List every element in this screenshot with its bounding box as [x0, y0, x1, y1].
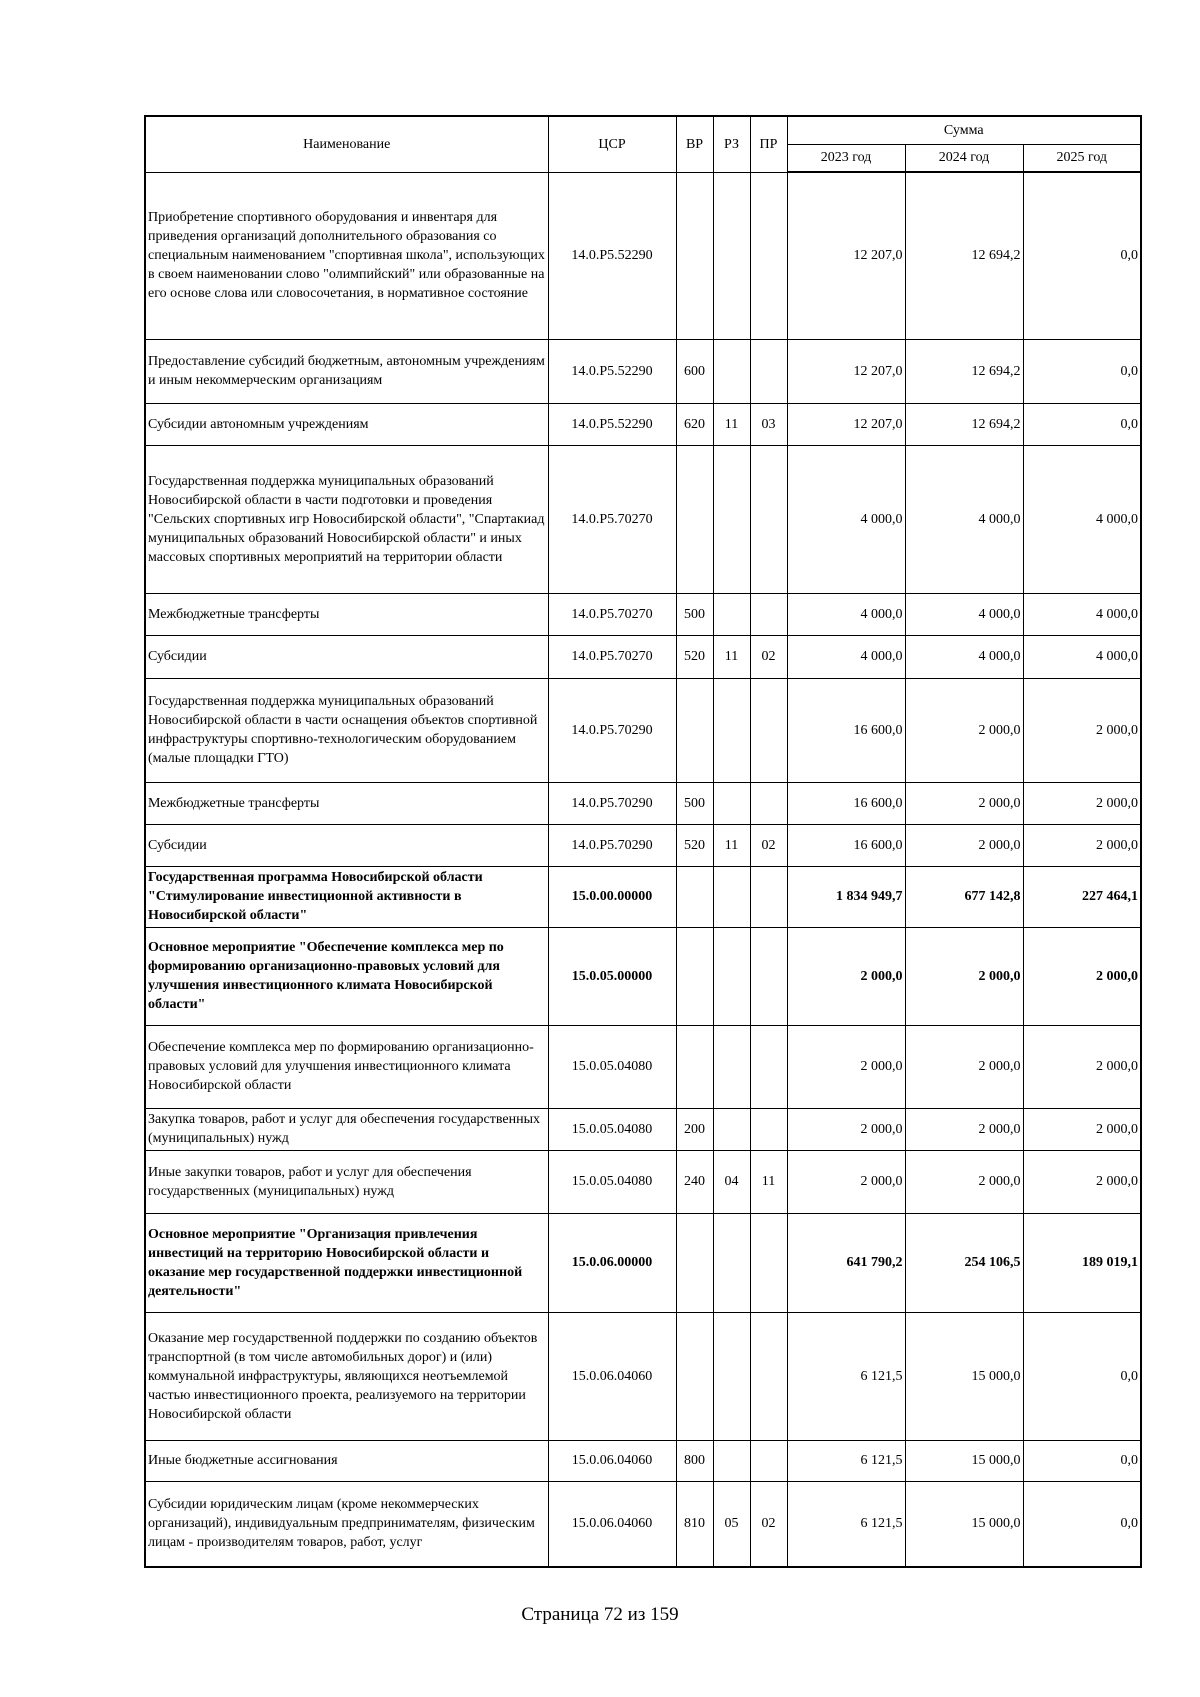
cell-sum-2025: 0,0	[1023, 339, 1141, 403]
cell-sum-2024: 2 000,0	[905, 1150, 1023, 1213]
cell-pr	[750, 1025, 787, 1108]
table-row	[145, 866, 1141, 927]
cell-pr	[750, 172, 787, 339]
cell-name: Приобретение спортивного оборудования и инвентаря для приведения организаций дополнительного образования со специальным наименованием "спортивная школа", использующих в своем наименовании слово "олимпийский" или образованные на его основе слова или словосочетания, в нормативное состояние	[145, 172, 548, 339]
table-row	[145, 1312, 1141, 1440]
cell-csr: 15.0.05.04080	[548, 1025, 676, 1108]
cell-rz	[713, 866, 750, 927]
cell-rz: 11	[713, 403, 750, 445]
cell-sum-2023: 2 000,0	[787, 1150, 905, 1213]
header-pr: ПР	[750, 116, 787, 172]
cell-sum-2023: 4 000,0	[787, 635, 905, 678]
cell-rz	[713, 339, 750, 403]
cell-name: Предоставление субсидий бюджетным, автономным учреждениям и иным некоммерческим организациям	[145, 339, 548, 403]
cell-sum-2024: 15 000,0	[905, 1440, 1023, 1481]
cell-sum-2024: 2 000,0	[905, 678, 1023, 782]
cell-sum-2024: 2 000,0	[905, 824, 1023, 866]
cell-vr: 520	[676, 824, 713, 866]
table-row	[145, 339, 1141, 403]
cell-vr	[676, 1213, 713, 1312]
cell-csr: 15.0.06.00000	[548, 1213, 676, 1312]
cell-vr	[676, 927, 713, 1025]
cell-name: Субсидии	[145, 824, 548, 866]
cell-rz	[713, 1108, 750, 1150]
cell-vr: 800	[676, 1440, 713, 1481]
cell-csr: 14.0.P5.52290	[548, 403, 676, 445]
cell-sum-2025: 0,0	[1023, 1481, 1141, 1567]
cell-sum-2023: 2 000,0	[787, 1025, 905, 1108]
table-body	[145, 172, 1141, 1567]
cell-rz: 11	[713, 635, 750, 678]
table-row	[145, 172, 1141, 339]
cell-pr	[750, 1213, 787, 1312]
cell-csr: 15.0.05.04080	[548, 1108, 676, 1150]
header-year-2024: 2024 год	[905, 144, 1023, 172]
cell-sum-2024: 4 000,0	[905, 593, 1023, 635]
budget-table	[144, 115, 1142, 1568]
cell-vr: 520	[676, 635, 713, 678]
cell-sum-2025: 0,0	[1023, 172, 1141, 339]
cell-pr	[750, 1312, 787, 1440]
cell-vr	[676, 1312, 713, 1440]
cell-vr	[676, 445, 713, 593]
header-year-2025: 2025 год	[1023, 144, 1141, 172]
page-number: Страница 72 из 159	[521, 1604, 679, 1625]
cell-csr: 15.0.06.04060	[548, 1440, 676, 1481]
cell-sum-2024: 254 106,5	[905, 1213, 1023, 1312]
cell-vr	[676, 866, 713, 927]
cell-sum-2023: 12 207,0	[787, 403, 905, 445]
table-row	[145, 1481, 1141, 1567]
cell-sum-2023: 2 000,0	[787, 1108, 905, 1150]
cell-pr	[750, 339, 787, 403]
cell-pr	[750, 593, 787, 635]
cell-sum-2023: 12 207,0	[787, 172, 905, 339]
cell-pr: 02	[750, 824, 787, 866]
cell-name: Иные закупки товаров, работ и услуг для обеспечения государственных (муниципальных) нужд	[145, 1150, 548, 1213]
cell-sum-2024: 15 000,0	[905, 1312, 1023, 1440]
cell-vr: 600	[676, 339, 713, 403]
cell-pr	[750, 1440, 787, 1481]
cell-csr: 14.0.P5.70270	[548, 593, 676, 635]
cell-sum-2024: 12 694,2	[905, 172, 1023, 339]
cell-sum-2023: 6 121,5	[787, 1481, 905, 1567]
cell-name: Иные бюджетные ассигнования	[145, 1440, 548, 1481]
cell-rz	[713, 1025, 750, 1108]
table-row	[145, 635, 1141, 678]
cell-csr: 14.0.P5.52290	[548, 172, 676, 339]
cell-name: Государственная поддержка муниципальных образований Новосибирской области в части подготовки и проведения "Сельских спортивных игр Новосибирской области", "Спартакиад муниципальных образований Новосибирской области" и иных массовых спортивных мероприятий на территории области	[145, 445, 548, 593]
cell-name: Основное мероприятие "Организация привлечения инвестиций на территорию Новосибирской области и оказание мер государственной поддержки инвестиционной деятельности"	[145, 1213, 548, 1312]
table-row	[145, 927, 1141, 1025]
header-rz: РЗ	[713, 116, 750, 172]
cell-sum-2024: 12 694,2	[905, 339, 1023, 403]
table-row	[145, 824, 1141, 866]
cell-sum-2025: 2 000,0	[1023, 678, 1141, 782]
cell-sum-2024: 4 000,0	[905, 445, 1023, 593]
cell-sum-2023: 641 790,2	[787, 1213, 905, 1312]
cell-vr	[676, 172, 713, 339]
cell-name: Государственная программа Новосибирской области "Стимулирование инвестиционной активности в Новосибирской области"	[145, 866, 548, 927]
cell-vr: 620	[676, 403, 713, 445]
header-vr: ВР	[676, 116, 713, 172]
cell-sum-2025: 4 000,0	[1023, 635, 1141, 678]
cell-sum-2025: 2 000,0	[1023, 782, 1141, 824]
cell-name: Субсидии юридическим лицам (кроме некоммерческих организаций), индивидуальным предпринимателям, физическим лицам - производителям товаров, работ, услуг	[145, 1481, 548, 1567]
cell-pr	[750, 678, 787, 782]
cell-sum-2025: 2 000,0	[1023, 824, 1141, 866]
cell-csr: 15.0.06.04060	[548, 1481, 676, 1567]
table-row	[145, 593, 1141, 635]
table-row	[145, 403, 1141, 445]
cell-sum-2023: 6 121,5	[787, 1312, 905, 1440]
cell-vr: 500	[676, 593, 713, 635]
table-row	[145, 1213, 1141, 1312]
cell-sum-2025: 0,0	[1023, 1440, 1141, 1481]
cell-sum-2025: 0,0	[1023, 1312, 1141, 1440]
table-row	[145, 445, 1141, 593]
cell-rz	[713, 1213, 750, 1312]
cell-pr: 03	[750, 403, 787, 445]
cell-sum-2025: 2 000,0	[1023, 1108, 1141, 1150]
cell-rz	[713, 1440, 750, 1481]
cell-csr: 14.0.P5.70290	[548, 678, 676, 782]
cell-csr: 14.0.P5.70290	[548, 824, 676, 866]
table-row	[145, 1108, 1141, 1150]
cell-rz	[713, 927, 750, 1025]
cell-csr: 14.0.P5.70270	[548, 445, 676, 593]
cell-sum-2023: 16 600,0	[787, 782, 905, 824]
header-name: Наименование	[145, 116, 548, 172]
cell-vr: 500	[676, 782, 713, 824]
cell-pr	[750, 1108, 787, 1150]
cell-sum-2023: 16 600,0	[787, 678, 905, 782]
cell-pr	[750, 445, 787, 593]
cell-csr: 15.0.05.04080	[548, 1150, 676, 1213]
cell-rz: 04	[713, 1150, 750, 1213]
cell-sum-2025: 2 000,0	[1023, 927, 1141, 1025]
cell-csr: 15.0.05.00000	[548, 927, 676, 1025]
cell-rz	[713, 1312, 750, 1440]
cell-sum-2025: 4 000,0	[1023, 445, 1141, 593]
cell-sum-2024: 2 000,0	[905, 782, 1023, 824]
cell-sum-2024: 15 000,0	[905, 1481, 1023, 1567]
cell-sum-2024: 2 000,0	[905, 1108, 1023, 1150]
cell-sum-2023: 4 000,0	[787, 445, 905, 593]
cell-sum-2023: 4 000,0	[787, 593, 905, 635]
cell-name: Государственная поддержка муниципальных образований Новосибирской области в части оснащения объектов спортивной инфраструктуры спортивно-технологическим оборудованием (малые площадки ГТО)	[145, 678, 548, 782]
table-row	[145, 1150, 1141, 1213]
cell-sum-2023: 2 000,0	[787, 927, 905, 1025]
cell-vr: 200	[676, 1108, 713, 1150]
cell-sum-2025: 189 019,1	[1023, 1213, 1141, 1312]
cell-sum-2023: 6 121,5	[787, 1440, 905, 1481]
cell-pr: 02	[750, 1481, 787, 1567]
cell-pr: 02	[750, 635, 787, 678]
cell-csr: 15.0.06.04060	[548, 1312, 676, 1440]
cell-name: Межбюджетные трансферты	[145, 593, 548, 635]
cell-pr	[750, 782, 787, 824]
cell-name: Субсидии	[145, 635, 548, 678]
table-row	[145, 1440, 1141, 1481]
table-row	[145, 678, 1141, 782]
cell-rz	[713, 593, 750, 635]
cell-name: Закупка товаров, работ и услуг для обеспечения государственных (муниципальных) нужд	[145, 1108, 548, 1150]
cell-vr	[676, 678, 713, 782]
cell-csr: 14.0.P5.52290	[548, 339, 676, 403]
cell-pr	[750, 866, 787, 927]
header-sum: Сумма	[787, 116, 1141, 144]
cell-sum-2023: 16 600,0	[787, 824, 905, 866]
cell-csr: 15.0.00.00000	[548, 866, 676, 927]
cell-rz	[713, 782, 750, 824]
cell-sum-2024: 677 142,8	[905, 866, 1023, 927]
cell-pr: 11	[750, 1150, 787, 1213]
cell-sum-2024: 2 000,0	[905, 1025, 1023, 1108]
cell-rz: 11	[713, 824, 750, 866]
cell-vr	[676, 1025, 713, 1108]
cell-sum-2024: 12 694,2	[905, 403, 1023, 445]
cell-rz	[713, 172, 750, 339]
cell-csr: 14.0.P5.70270	[548, 635, 676, 678]
cell-csr: 14.0.P5.70290	[548, 782, 676, 824]
cell-vr: 240	[676, 1150, 713, 1213]
header-year-2023: 2023 год	[787, 144, 905, 172]
cell-pr	[750, 927, 787, 1025]
cell-vr: 810	[676, 1481, 713, 1567]
cell-rz: 05	[713, 1481, 750, 1567]
cell-name: Субсидии автономным учреждениям	[145, 403, 548, 445]
cell-sum-2025: 227 464,1	[1023, 866, 1141, 927]
cell-sum-2025: 4 000,0	[1023, 593, 1141, 635]
cell-name: Оказание мер государственной поддержки по созданию объектов транспортной (в том числе автомобильных дорог) и (или) коммунальной инфраструктуры, являющихся неотъемлемой частью инвестиционного проекта, реализуемого на территории Новосибирской области	[145, 1312, 548, 1440]
cell-sum-2025: 2 000,0	[1023, 1150, 1141, 1213]
table-row	[145, 1025, 1141, 1108]
table-row	[145, 782, 1141, 824]
cell-sum-2025: 2 000,0	[1023, 1025, 1141, 1108]
cell-rz	[713, 445, 750, 593]
cell-sum-2024: 4 000,0	[905, 635, 1023, 678]
cell-sum-2023: 1 834 949,7	[787, 866, 905, 927]
cell-rz	[713, 678, 750, 782]
cell-name: Межбюджетные трансферты	[145, 782, 548, 824]
cell-sum-2023: 12 207,0	[787, 339, 905, 403]
cell-name: Обеспечение комплекса мер по формированию организационно-правовых условий для улучшения инвестиционного климата Новосибирской области	[145, 1025, 548, 1108]
cell-name: Основное мероприятие "Обеспечение комплекса мер по формированию организационно-правовых условий для улучшения инвестиционного климата Новосибирской области"	[145, 927, 548, 1025]
cell-sum-2024: 2 000,0	[905, 927, 1023, 1025]
header-csr: ЦСР	[548, 116, 676, 172]
cell-sum-2025: 0,0	[1023, 403, 1141, 445]
